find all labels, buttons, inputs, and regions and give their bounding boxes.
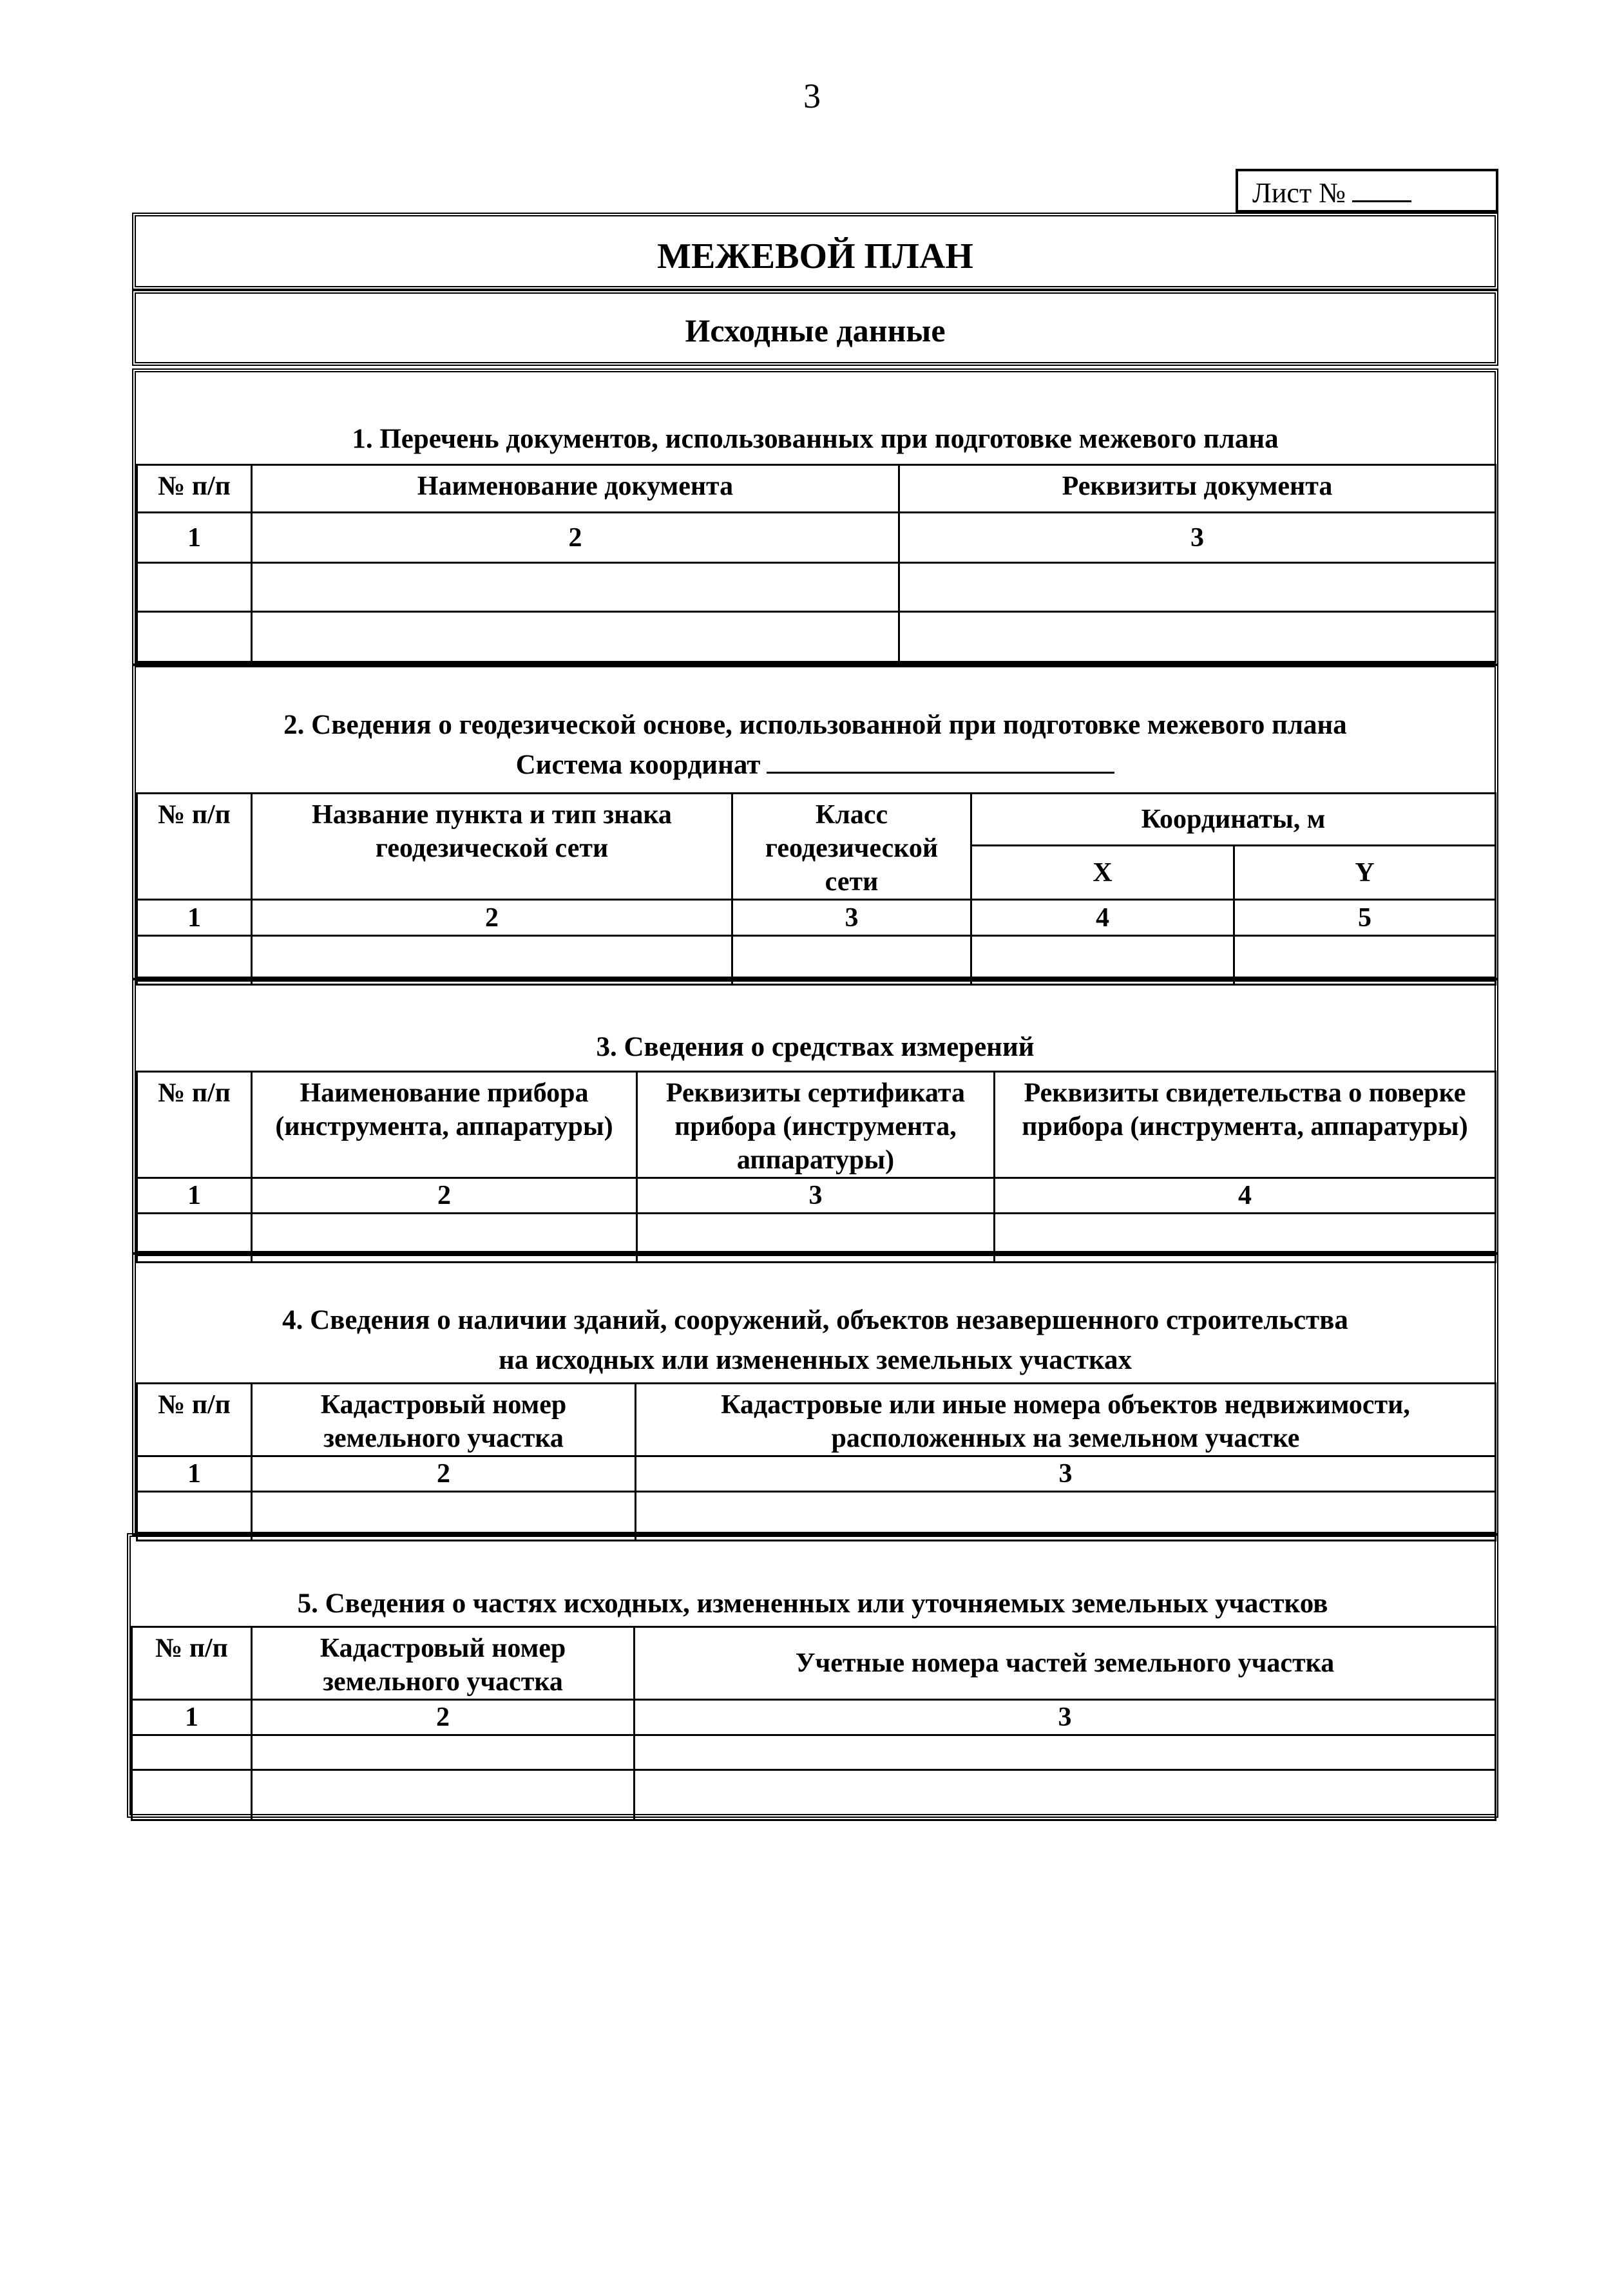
header-cell: Кадастровый номер земельного участка bbox=[252, 1627, 635, 1700]
header-cell: Класс геодезической сети bbox=[732, 794, 971, 900]
column-number-cell: 4 bbox=[995, 1178, 1496, 1214]
column-number-cell: 1 bbox=[137, 513, 252, 563]
column-number-cell: 2 bbox=[252, 513, 899, 563]
column-number-cell: 3 bbox=[636, 1456, 1496, 1492]
header-cell: Реквизиты документа bbox=[899, 465, 1496, 513]
empty-cell[interactable] bbox=[252, 1770, 635, 1820]
empty-cell[interactable] bbox=[132, 1735, 252, 1770]
coordinate-system-field[interactable] bbox=[767, 746, 1114, 774]
header-cell: Учетные номера частей земельного участка bbox=[635, 1627, 1496, 1700]
column-number-cell: 4 bbox=[971, 900, 1234, 936]
empty-cell[interactable] bbox=[252, 563, 899, 612]
document-title: МЕЖЕВОЙ ПЛАН bbox=[657, 236, 973, 276]
header-cell: № п/п bbox=[137, 794, 252, 900]
subtitle-frame bbox=[132, 290, 1498, 366]
empty-cell[interactable] bbox=[899, 563, 1496, 612]
document-subtitle: Исходные данные bbox=[685, 312, 946, 348]
header-cell: № п/п bbox=[132, 1627, 252, 1700]
empty-cell[interactable] bbox=[132, 1770, 252, 1820]
column-number-cell: 2 bbox=[252, 1700, 635, 1735]
header-cell: № п/п bbox=[137, 1384, 252, 1456]
header-cell: Координаты, м bbox=[971, 794, 1496, 846]
header-cell: Реквизиты сертификата прибора (инструмента, аппаратуры) bbox=[637, 1072, 995, 1178]
section-documents bbox=[132, 368, 1498, 666]
geodetic-table bbox=[136, 792, 1496, 986]
column-number-cell: 1 bbox=[132, 1700, 252, 1735]
empty-cell[interactable] bbox=[137, 612, 252, 662]
documents-table bbox=[136, 464, 1496, 663]
column-number-cell: 3 bbox=[899, 513, 1496, 563]
land-parts-table bbox=[131, 1626, 1496, 1821]
section-heading: 3. Сведения о средствах измерений bbox=[596, 1032, 1035, 1062]
header-cell: X bbox=[971, 846, 1234, 900]
header-cell: Кадастровый номер земельного участка bbox=[252, 1384, 636, 1456]
header-cell: Наименование прибора (инструмента, аппаратуры) bbox=[252, 1072, 637, 1178]
sheet-number-blank[interactable] bbox=[1352, 178, 1411, 202]
coordinate-system-label: Система координат bbox=[515, 750, 761, 780]
column-number-cell: 1 bbox=[137, 1178, 252, 1214]
section-heading: 2. Сведения о геодезической основе, использованной при подготовке межевого плана bbox=[283, 710, 1347, 740]
sheet-label: Лист № bbox=[1252, 177, 1346, 209]
buildings-table bbox=[136, 1382, 1496, 1541]
section-heading: 1. Перечень документов, использованных при подготовке межевого плана bbox=[352, 424, 1279, 454]
empty-cell[interactable] bbox=[635, 1735, 1496, 1770]
column-number-cell: 2 bbox=[252, 1178, 637, 1214]
empty-cell[interactable] bbox=[252, 1735, 635, 1770]
section-buildings bbox=[132, 1252, 1498, 1536]
column-number-cell: 3 bbox=[637, 1178, 995, 1214]
header-cell: Название пункта и тип знака геодезической сети bbox=[252, 794, 732, 900]
column-number-cell: 5 bbox=[1234, 900, 1496, 936]
empty-cell[interactable] bbox=[635, 1770, 1496, 1820]
instruments-table bbox=[136, 1071, 1496, 1263]
header-cell: Наименование документа bbox=[252, 465, 899, 513]
header-cell: Реквизиты свидетельства о поверке прибора (инструмента, аппаратуры) bbox=[995, 1072, 1496, 1178]
title-frame bbox=[132, 213, 1498, 290]
header-cell: № п/п bbox=[137, 1072, 252, 1178]
empty-cell[interactable] bbox=[252, 612, 899, 662]
column-number-cell: 3 bbox=[635, 1700, 1496, 1735]
column-number-cell: 1 bbox=[137, 1456, 252, 1492]
section-geodetic-base bbox=[132, 663, 1498, 980]
page-number: 3 bbox=[803, 77, 821, 115]
header-cell: Y bbox=[1234, 846, 1496, 900]
column-number-cell: 1 bbox=[137, 900, 252, 936]
section-heading-line1: 4. Сведения о наличии зданий, сооружений, объектов незавершенного строительства bbox=[282, 1305, 1348, 1335]
empty-cell[interactable] bbox=[137, 563, 252, 612]
section-heading-line2: на исходных или измененных земельных участках bbox=[498, 1345, 1132, 1375]
column-number-cell: 2 bbox=[252, 900, 732, 936]
coordinate-system-line bbox=[136, 746, 1495, 785]
section-heading: 5. Сведения о частях исходных, измененных или уточняемых земельных участков bbox=[297, 1588, 1328, 1619]
header-cell: № п/п bbox=[137, 465, 252, 513]
section-land-parts bbox=[127, 1533, 1498, 1818]
column-number-cell: 3 bbox=[732, 900, 971, 936]
sheet-number-box bbox=[1236, 169, 1498, 213]
empty-cell[interactable] bbox=[899, 612, 1496, 662]
header-cell: Кадастровые или иные номера объектов недвижимости, расположенных на земельном участке bbox=[636, 1384, 1496, 1456]
column-number-cell: 2 bbox=[252, 1456, 636, 1492]
section-measuring-instruments bbox=[132, 978, 1498, 1255]
